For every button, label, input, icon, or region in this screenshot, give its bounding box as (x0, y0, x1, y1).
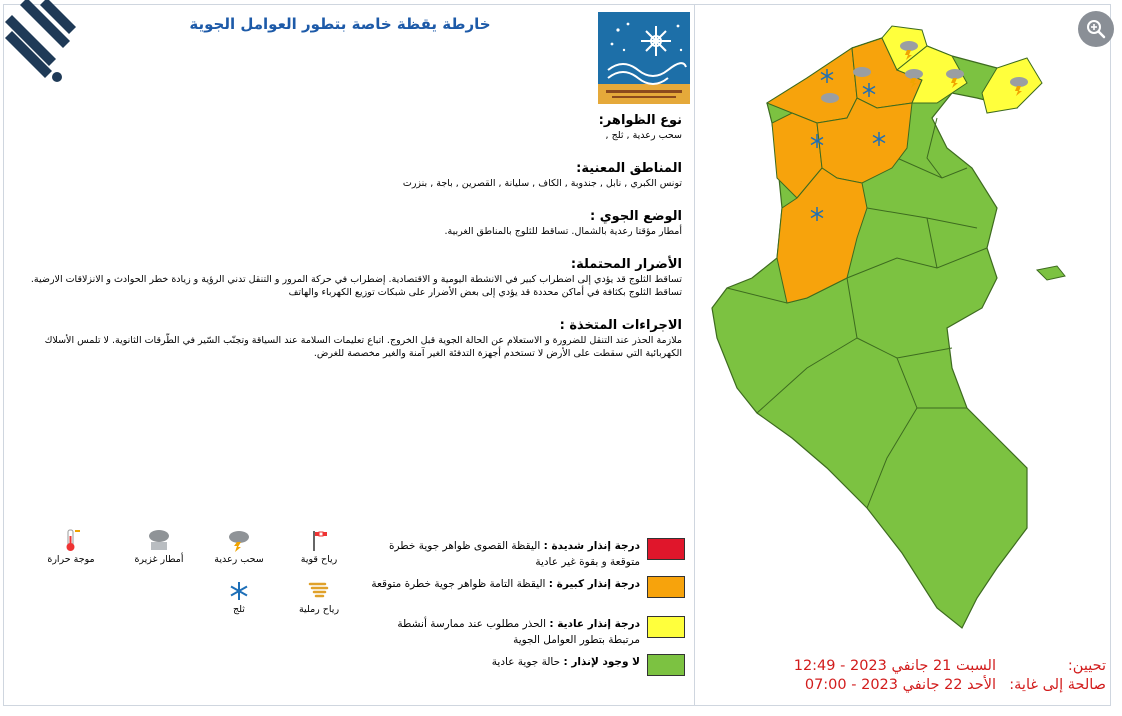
legend-row-high (370, 576, 690, 616)
legend-swatch-yellow (647, 616, 685, 638)
icon-label: رياح رملية (298, 604, 340, 615)
heavy-rain-icon (146, 528, 172, 552)
legend-sand-wind (284, 580, 354, 615)
section-body: ملازمة الحذر عند التنقل للضرورة و الاستعلام عن الحالة الجوية قبل الخروج. اتباع تعليمات السلامة عند السياقة وتجنّب السّير في الطّرقات الثانوية. لا تلمس الأسلاك الكهربائية التي سقطت على الأرض لا تستخدم أجهزة التدفئة الغير آمنة والغير مخصصة للغرض. (44, 335, 682, 359)
section-body: تساقط الثلوج قد يؤدي إلى اضطراب كبير في الانشطة اليومية و الاقتصادية. إضطراب في حركة المرور و التنقل تدني الرؤية و زيادة خطر الحوادث و الانزلاقات الارضية. تساقط الثلوج بكثافة في أماكن محددة قد يؤدي إلى بعض الأضرار على شبكات توزيع الكهرباء والهاتف (30, 274, 682, 298)
section-title: الاجراءات المتخذة : (559, 318, 682, 333)
legend-row-none (370, 654, 690, 694)
icon-label: سحب رعدية (214, 554, 264, 565)
issued-value: السبت 21 جانفي 2023 - 12:49 (793, 658, 996, 674)
heat-wave-icon (59, 528, 83, 552)
legend-row-normal (370, 616, 690, 656)
section-possible-damage (12, 256, 682, 299)
legend-swatch-green (647, 654, 685, 676)
thunder-cloud-icon (226, 528, 252, 552)
section-body: أمطار مؤقتا رعدية بالشمال. تساقط للثلوج بالمناطق الغربية. (444, 226, 682, 237)
icon-label: أمطار غزيرة (134, 554, 184, 565)
section-measures (12, 317, 682, 360)
section-weather-situation (12, 208, 682, 238)
legend-wind (284, 528, 354, 565)
issued-label: تحيين: (1067, 658, 1106, 674)
map-island-djerba (1037, 266, 1065, 280)
panel-divider (694, 4, 695, 706)
legend-text: درجة إنذار كبيرة : اليقظة التامة ظواهر جوية خطرة متوقعة (371, 578, 640, 590)
zoom-in-icon (1086, 19, 1106, 39)
valid-until-label: صالحة إلى غاية: (1009, 677, 1106, 693)
legend-swatch-red (647, 538, 685, 560)
issued-row (730, 657, 1106, 676)
section-title: الوضع الجوي : (590, 209, 682, 224)
section-body: سحب رعدية , ثلج , (605, 130, 682, 141)
corner-stripes-logo (0, 0, 90, 90)
legend-row-severe (370, 538, 690, 578)
legend-thunder-cloud (204, 528, 274, 565)
section-title: نوع الظواهر: (598, 113, 682, 128)
legend-text: درجة إنذار شديدة : اليقظة القصوى ظواهر جوية خطرة متوقعة و بقوة غير عادية (389, 540, 640, 568)
bulletin-title: خارطة يقظة خاصة بتطور العوامل الجوية (189, 15, 491, 33)
sand-wind-icon (307, 580, 331, 602)
legend-snow (204, 580, 274, 615)
icon-label: موجة حرارة (47, 554, 95, 565)
validity-block (730, 657, 1106, 695)
section-title: الأضرار المحتملة: (570, 257, 682, 272)
section-phenomena (12, 112, 682, 142)
inm-logo (598, 12, 690, 104)
section-regions (12, 160, 682, 190)
tunisia-alert-map (697, 8, 1077, 648)
valid-until-value: الأحد 22 جانفي 2023 - 07:00 (804, 677, 996, 693)
zoom-button[interactable] (1078, 11, 1114, 47)
section-body: تونس الكبري , نابل , جندوبة , الكاف , سليانة , القصرين , باجة , بنزرت (402, 178, 682, 189)
valid-until-row (730, 676, 1106, 695)
wind-icon (307, 528, 331, 552)
icon-label: ثلج (233, 604, 245, 615)
legend-heavy-rain (124, 528, 194, 565)
legend-text: درجة إنذار عادية : الحذر مطلوب عند ممارسة أنشطة مرتبطة بتطور العوامل الجوية (397, 618, 640, 646)
legend-swatch-orange (647, 576, 685, 598)
legend-text: لا وجود لإنذار : حالة جوية عادية (491, 656, 640, 668)
icon-label: رياح قوية (300, 554, 338, 565)
section-title: المناطق المعنية: (576, 161, 682, 176)
snow-icon (228, 580, 250, 602)
legend-heat-wave (36, 528, 106, 565)
